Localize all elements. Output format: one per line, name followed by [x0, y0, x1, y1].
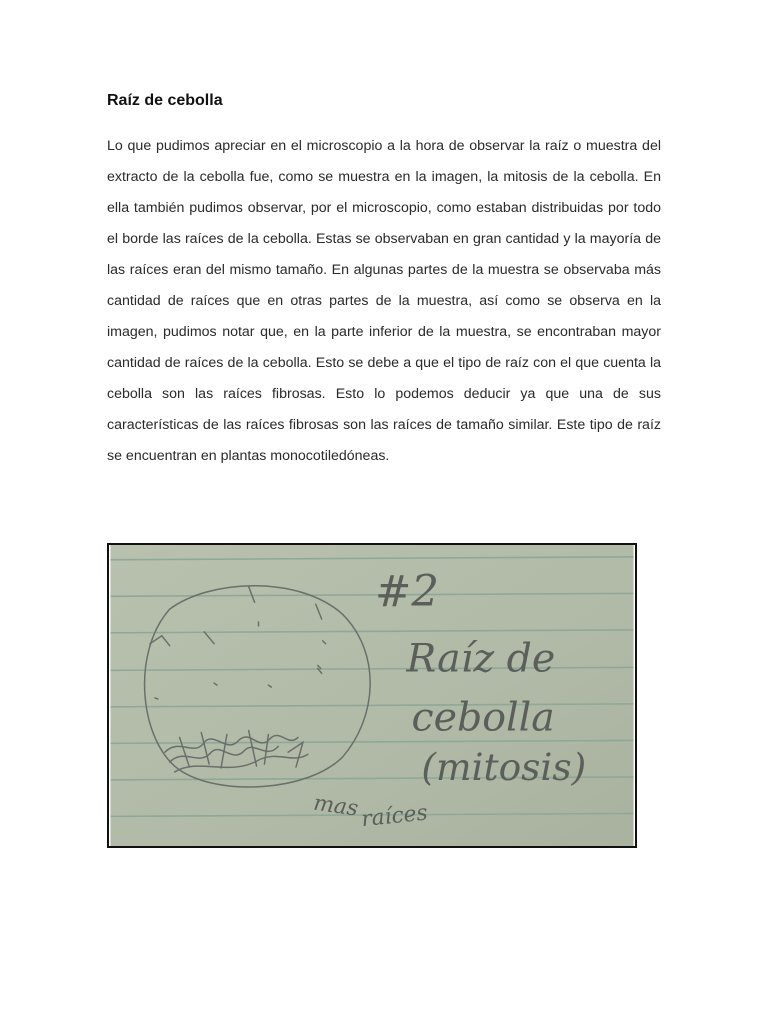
paper-background — [110, 545, 633, 846]
label-line-1: Raíz de — [406, 635, 556, 682]
label-line-2: cebolla — [411, 694, 555, 741]
note-line-1: mas — [311, 790, 360, 822]
body-paragraph: Lo que pudimos apreciar en el microscopio a la hora de observar la raíz o muestra del extracto de la cebolla fue, como se muestra en la imagen, la mitosis de la cebolla. En ella también pudimos observar, por el microscopio, como estaban distribuidas por todo el borde las raíces de la cebolla. Estas se observaban en gran cantidad y la mayoría de las raíces eran del mismo tamaño. En algunas partes de la muestra se observaba más cantidad de raíces que en otras partes de la muestra, así como se observa en la imagen, pudimos notar que, en la parte inferior de la muestra, se encontraban mayor cantidad de raíces de la cebolla. Esto se debe a que el tipo de raíz con el que cuenta la cebolla son las raíces fibrosas. Esto lo podemos deducir ya que una de sus características de las raíces fibrosas son las raíces de tamaño similar. Este tipo de raíz se encuentran en plantas monocotiledóneas. — [107, 138, 661, 464]
page-title: Raíz de cebolla — [107, 92, 223, 109]
note-line-2: raíces — [360, 800, 429, 833]
label-line-3: (mitosis) — [421, 744, 587, 789]
notebook-photo — [107, 543, 637, 848]
notebook-sketch — [109, 545, 635, 846]
sample-number: #2 — [374, 567, 439, 618]
